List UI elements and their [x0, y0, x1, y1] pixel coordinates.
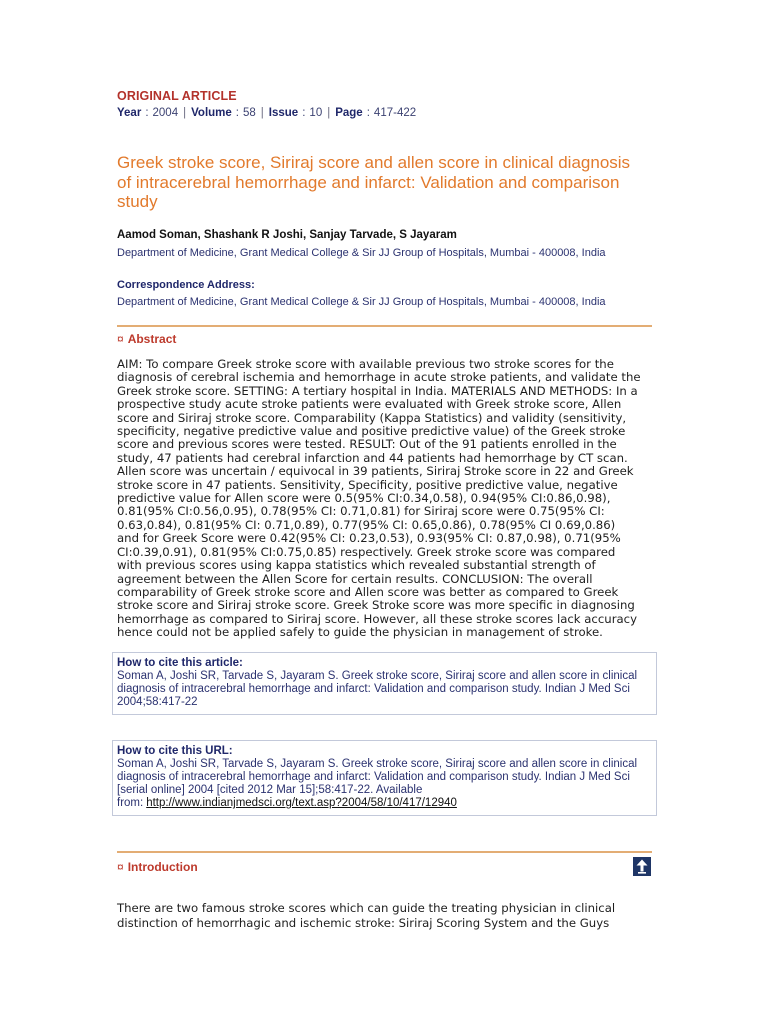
citation-line: Soman A, Joshi SR, Tarvade S, Jayaram S. Greek stroke score, Siriraj score and allen score in clinical: [117, 670, 638, 682]
citation-url-link[interactable]: http://www.indianjmedsci.org/text.asp?2004/58/10/417/12940: [146, 797, 457, 809]
cite-url-heading: How to cite this URL:: [117, 745, 233, 757]
citation-line: diagnosis of intracerebral hemorrhage and infarct: Validation and comparison study. Indian J Med Sci: [117, 683, 630, 695]
arrow-up-icon: [633, 857, 651, 876]
meta-issue-label: Issue: [268, 107, 299, 119]
correspondence-label: Correspondence Address:: [117, 279, 255, 291]
abstract-body: [117, 358, 641, 640]
section-label: ORIGINAL ARTICLE: [117, 89, 237, 103]
abstract-line: hence could not be applied safely to guide the physician in management of stroke.: [117, 625, 603, 640]
citation-url-prefix: from:: [117, 797, 144, 809]
citation-line: diagnosis of intracerebral hemorrhage and infarct: Validation and comparison study. Indian J Med Sci: [117, 771, 630, 783]
cite-url-box: [112, 740, 657, 816]
introduction-heading: [117, 860, 198, 875]
correspondence-address: Department of Medicine, Grant Medical College & Sir JJ Group of Hospitals, Mumbai - 400008, India: [117, 296, 606, 308]
bullet-icon: ¤: [117, 332, 124, 346]
abstract-heading-label: Abstract: [127, 332, 177, 346]
abstract-heading: [117, 332, 176, 347]
introduction-line: There are two famous stroke scores which can guide the treating physician in clinical: [117, 901, 616, 915]
meta-colon: :: [145, 107, 149, 119]
meta-separator: |: [183, 107, 187, 119]
abstract-line: study, 47 patients had cerebral infarction and 44 patients had hemorrhage by CT scan.: [117, 450, 628, 465]
meta-colon: :: [302, 107, 306, 119]
meta-separator: |: [327, 107, 331, 119]
meta-colon: :: [235, 107, 239, 119]
meta-year-label: Year: [117, 107, 142, 119]
citation-line: Soman A, Joshi SR, Tarvade S, Jayaram S. Greek stroke score, Siriraj score and allen score in clinical: [117, 758, 638, 770]
citation-line: 2004;58:417-22: [117, 696, 198, 708]
cite-article-box: [112, 652, 657, 715]
meta-volume-label: Volume: [191, 107, 232, 119]
article-meta: [117, 106, 416, 120]
citation-line: [serial online] 2004 [cited 2012 Mar 15];58:417-22. Available: [117, 784, 423, 796]
meta-separator: |: [260, 107, 264, 119]
abstract-line: agreement between the Allen Score for certain results. CONCLUSION: The overall: [117, 571, 593, 586]
back-to-top-button[interactable]: [633, 857, 651, 876]
introduction-heading-label: Introduction: [127, 860, 198, 874]
cite-article-heading: How to cite this article:: [117, 657, 243, 669]
citation-url-line: [117, 797, 652, 810]
abstract-line: Greek stroke score. SETTING: A tertiary hospital in India. MATERIALS AND METHODS: In a: [117, 383, 638, 398]
section-divider: [117, 851, 652, 853]
abstract-line: score and Siriraj stroke score. Comparability (Kappa Statistics) and validity (sensitivity,: [117, 410, 627, 425]
article-title: [117, 153, 630, 212]
meta-issue-value: 10: [309, 107, 323, 119]
abstract-line: Allen score was uncertain / equivocal in 39 patients, Siriraj Stroke score in 22 and Greek: [117, 464, 634, 479]
abstract-line: AIM: To compare Greek stroke score with available previous two stroke scores for the: [117, 357, 614, 371]
abstract-line: score and previous scores were tested. RESULT: Out of the 91 patients enrolled in the: [117, 437, 617, 452]
abstract-line: stroke score and Siriraj stroke score. Greek Stroke score was more specific in diagnosing: [117, 598, 635, 613]
meta-page-label: Page: [335, 107, 363, 119]
title-line: study: [117, 192, 158, 211]
abstract-line: predictive value for Allen score were 0.5(95% CI:0.34,0.58), 0.94(95% CI:0.86,0.98),: [117, 491, 611, 506]
section-divider: [117, 325, 652, 327]
abstract-line: prospective study acute stroke patients were evaluated with Greek stroke score, Allen: [117, 397, 622, 412]
meta-volume-value: 58: [243, 107, 256, 119]
abstract-line: comparability of Greek stroke score and Allen score was better as compared to Greek: [117, 584, 619, 599]
abstract-line: CI:0.39,0.91), 0.81(95% CI:0.75,0.85) respectively. Greek stroke score was compared: [117, 544, 616, 559]
meta-year-value: 2004: [152, 107, 179, 119]
abstract-line: hemorrhage as compared to Siriraj score. However, all these stroke scores lack accuracy: [117, 611, 638, 626]
affiliation: Department of Medicine, Grant Medical College & Sir JJ Group of Hospitals, Mumbai - 400008, India: [117, 247, 606, 259]
meta-colon: :: [366, 107, 370, 119]
abstract-line: 0.63,0.84), 0.81(95% CI: 0.71,0.89), 0.77(95% CI: 0.65,0.86), 0.78(95% CI 0.69,0.86): [117, 517, 616, 532]
abstract-line: stroke score in 47 patients. Sensitivity, Specificity, positive predictive value, negative: [117, 477, 618, 492]
abstract-line: and for Greek Score were 0.42(95% CI: 0.23,0.53), 0.93(95% CI: 0.87,0.98), 0.71(95%: [117, 531, 621, 546]
title-line: Greek stroke score, Siriraj score and allen score in clinical diagnosis: [117, 153, 631, 172]
author-list: Aamod Soman, Shashank R Joshi, Sanjay Tarvade, S Jayaram: [117, 229, 457, 241]
title-line: of intracerebral hemorrhage and infarct: Validation and comparison: [117, 172, 620, 192]
introduction-line: distinction of hemorrhagic and ischemic stroke: Siriraj Scoring System and the Guys: [117, 916, 610, 930]
abstract-line: 0.81(95% CI:0.56,0.95), 0.78(95% CI: 0.71,0.81) for Siriraj score were 0.75(95% CI:: [117, 504, 605, 519]
abstract-line: diagnosis of cerebral ischemia and hemorrhage in acute stroke patients, and validate the: [117, 370, 641, 385]
abstract-line: specificity, negative predictive value and positive predictive value) of the Greek stroke: [117, 424, 626, 439]
abstract-line: with previous scores using kappa statistics which revealed substantial strength of: [117, 558, 596, 573]
meta-page-value: 417-422: [373, 107, 417, 119]
bullet-icon: ¤: [117, 860, 124, 874]
introduction-body: [117, 901, 615, 931]
